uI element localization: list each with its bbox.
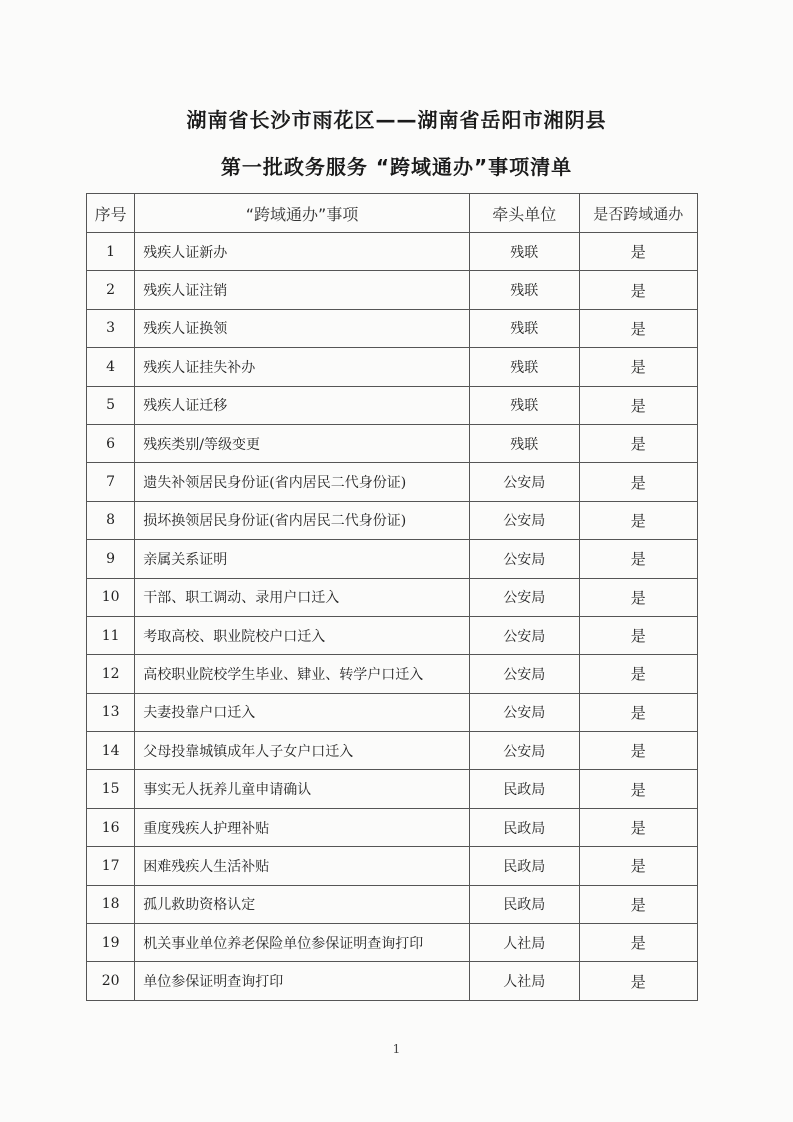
- row-index: 14: [87, 732, 135, 770]
- row-cross-region: 是: [579, 616, 697, 654]
- header-lead-unit: 牵头单位: [469, 194, 579, 233]
- row-item: 损坏换领居民身份证(省内居民二代身份证): [135, 501, 470, 539]
- row-index: 17: [87, 847, 135, 885]
- row-cross-region: 是: [579, 386, 697, 424]
- table-row: [87, 233, 698, 271]
- table-row: [87, 271, 698, 309]
- header-item: “跨域通办”事项: [135, 194, 470, 233]
- row-cross-region: 是: [579, 463, 697, 501]
- row-item: 重度残疾人护理补贴: [135, 808, 470, 846]
- row-index: 13: [87, 693, 135, 731]
- row-lead-unit: 公安局: [469, 463, 579, 501]
- row-cross-region: 是: [579, 847, 697, 885]
- table-row: [87, 309, 698, 347]
- row-item: 单位参保证明查询打印: [135, 962, 470, 1000]
- row-index: 3: [87, 309, 135, 347]
- header-index: 序号: [87, 194, 135, 233]
- row-item: 干部、职工调动、录用户口迁入: [135, 578, 470, 616]
- table-row: [87, 501, 698, 539]
- row-cross-region: 是: [579, 348, 697, 386]
- row-item: 残疾人证注销: [135, 271, 470, 309]
- table-row: [87, 424, 698, 462]
- row-cross-region: 是: [579, 578, 697, 616]
- header-cross-region: 是否跨域通办: [579, 194, 697, 233]
- row-item: 高校职业院校学生毕业、肄业、转学户口迁入: [135, 655, 470, 693]
- row-item: 残疾人证新办: [135, 233, 470, 271]
- row-item: 残疾类别/等级变更: [135, 424, 470, 462]
- row-index: 18: [87, 885, 135, 923]
- document-title-line2: 第一批政务服务 “跨域通办”事项清单: [220, 155, 573, 179]
- row-cross-region: 是: [579, 962, 697, 1000]
- row-lead-unit: 公安局: [469, 732, 579, 770]
- row-item: 夫妻投靠户口迁入: [135, 693, 470, 731]
- row-index: 20: [87, 962, 135, 1000]
- row-item: 事实无人抚养儿童申请确认: [135, 770, 470, 808]
- table-row: [87, 655, 698, 693]
- row-lead-unit: 人社局: [469, 962, 579, 1000]
- row-index: 1: [87, 233, 135, 271]
- row-lead-unit: 民政局: [469, 808, 579, 846]
- row-lead-unit: 公安局: [469, 616, 579, 654]
- table-row: [87, 578, 698, 616]
- row-lead-unit: 民政局: [469, 847, 579, 885]
- row-cross-region: 是: [579, 309, 697, 347]
- row-lead-unit: 残联: [469, 309, 579, 347]
- page-number: 1: [392, 1042, 401, 1056]
- row-index: 12: [87, 655, 135, 693]
- table-row: [87, 770, 698, 808]
- row-cross-region: 是: [579, 540, 697, 578]
- row-cross-region: 是: [579, 770, 697, 808]
- row-lead-unit: 人社局: [469, 924, 579, 962]
- row-cross-region: 是: [579, 424, 697, 462]
- row-item: 残疾人证迁移: [135, 386, 470, 424]
- row-index: 9: [87, 540, 135, 578]
- row-index: 16: [87, 808, 135, 846]
- row-lead-unit: 残联: [469, 386, 579, 424]
- row-cross-region: 是: [579, 655, 697, 693]
- table-row: [87, 348, 698, 386]
- row-cross-region: 是: [579, 732, 697, 770]
- row-lead-unit: 公安局: [469, 501, 579, 539]
- row-item: 困难残疾人生活补贴: [135, 847, 470, 885]
- table-row: [87, 847, 698, 885]
- table-row: [87, 386, 698, 424]
- row-cross-region: 是: [579, 271, 697, 309]
- row-item: 考取高校、职业院校户口迁入: [135, 616, 470, 654]
- row-item: 机关事业单位养老保险单位参保证明查询打印: [135, 924, 470, 962]
- row-lead-unit: 民政局: [469, 770, 579, 808]
- table-row: [87, 924, 698, 962]
- row-lead-unit: 残联: [469, 424, 579, 462]
- row-lead-unit: 公安局: [469, 693, 579, 731]
- row-lead-unit: 民政局: [469, 885, 579, 923]
- row-cross-region: 是: [579, 885, 697, 923]
- row-item: 父母投靠城镇成年人子女户口迁入: [135, 732, 470, 770]
- row-lead-unit: 公安局: [469, 578, 579, 616]
- items-table: [86, 193, 698, 1001]
- row-index: 19: [87, 924, 135, 962]
- table-row: [87, 732, 698, 770]
- table-row: [87, 693, 698, 731]
- row-index: 2: [87, 271, 135, 309]
- row-cross-region: 是: [579, 501, 697, 539]
- row-item: 残疾人证挂失补办: [135, 348, 470, 386]
- row-lead-unit: 残联: [469, 271, 579, 309]
- row-cross-region: 是: [579, 233, 697, 271]
- table-row: [87, 808, 698, 846]
- row-cross-region: 是: [579, 693, 697, 731]
- row-index: 4: [87, 348, 135, 386]
- table-row: [87, 616, 698, 654]
- row-lead-unit: 公安局: [469, 540, 579, 578]
- row-index: 6: [87, 424, 135, 462]
- row-index: 10: [87, 578, 135, 616]
- table-row: [87, 962, 698, 1000]
- row-index: 8: [87, 501, 135, 539]
- table-row: [87, 463, 698, 501]
- row-item: 遗失补领居民身份证(省内居民二代身份证): [135, 463, 470, 501]
- row-index: 7: [87, 463, 135, 501]
- row-cross-region: 是: [579, 924, 697, 962]
- table-row: [87, 540, 698, 578]
- row-cross-region: 是: [579, 808, 697, 846]
- row-lead-unit: 公安局: [469, 655, 579, 693]
- table-header-row: [87, 194, 698, 233]
- row-index: 15: [87, 770, 135, 808]
- row-index: 11: [87, 616, 135, 654]
- row-lead-unit: 残联: [469, 348, 579, 386]
- row-item: 残疾人证换领: [135, 309, 470, 347]
- row-item: 亲属关系证明: [135, 540, 470, 578]
- table-row: [87, 885, 698, 923]
- row-index: 5: [87, 386, 135, 424]
- document-title-line1: 湖南省长沙市雨花区——湖南省岳阳市湘阴县: [186, 108, 607, 132]
- row-item: 孤儿救助资格认定: [135, 885, 470, 923]
- row-lead-unit: 残联: [469, 233, 579, 271]
